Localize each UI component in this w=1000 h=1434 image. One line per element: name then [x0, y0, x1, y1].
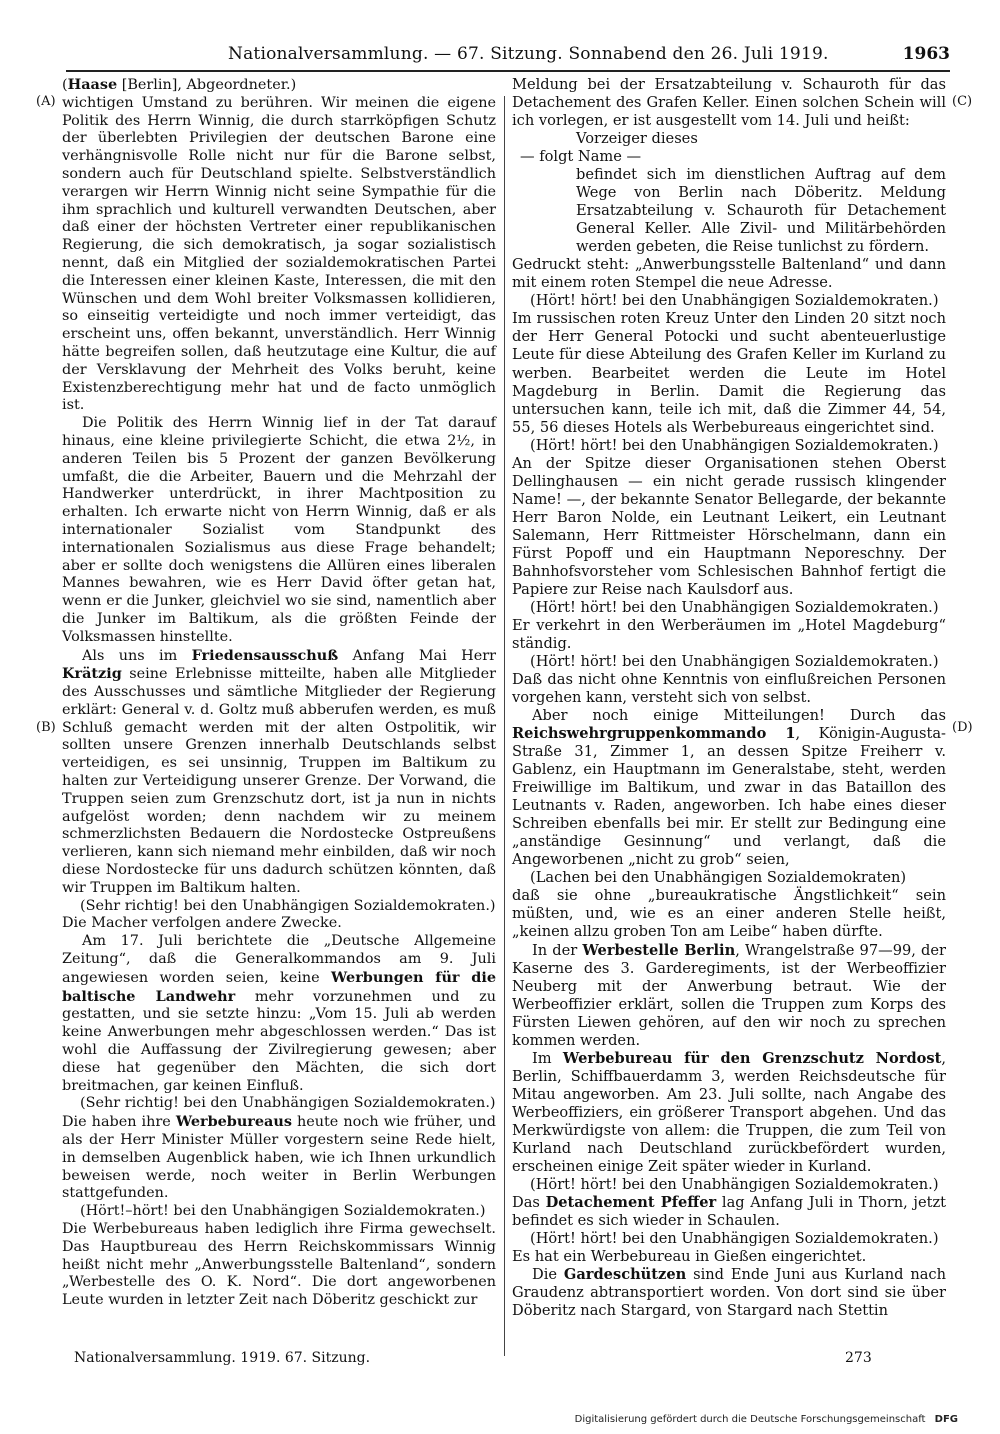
- credit-text: Digitalisierung gefördert durch die Deutsche Forschungsgemeinschaft: [574, 1414, 926, 1425]
- right-paragraph: (Hört! hört! bei den Unabhängigen Sozialdemokraten.): [530, 436, 939, 454]
- running-title: Nationalversammlung. — 67. Sitzung. Sonnabend den 26. Juli 1919.: [228, 44, 829, 64]
- footer-citation: Nationalversammlung. 1919. 67. Sitzung.: [74, 1350, 371, 1366]
- right-paragraph: Gedruckt steht: „Anwerbungsstelle Baltenland“ und dann mit einem roten Stempel die neue Adresse.: [512, 256, 946, 292]
- right-paragraph: Daß das nicht ohne Kenntnis von einflußreichen Personen vorgehen kann, versteht sich von selbst.: [512, 671, 946, 707]
- right-paragraph: (Hört! hört! bei den Unabhängigen Sozialdemokraten.): [530, 292, 939, 310]
- right-paragraph: Die Gardeschützen sind Ende Juni aus Kurland nach Graudenz abtransportiert worden. Von dort sind sie über Döberitz nach Stargard, von Stargard nach Stettin: [512, 1266, 946, 1320]
- left-column: [62, 76, 496, 1310]
- margin-marker-c: (C): [952, 94, 973, 109]
- right-paragraph: (Hört! hört! bei den Unabhängigen Sozialdemokraten.): [530, 598, 939, 616]
- right-paragraph: (Hört! hört! bei den Unabhängigen Sozialdemokraten.): [530, 653, 939, 670]
- right-paragraph: An der Spitze dieser Organisationen stehen Oberst Dellinghausen — ein nicht gerade russisch klingender Name! —, der bekannte Senator Bellegarde, der bekannte Herr Baron Nolde, ein Leutnant Leikert, ein Leutnant Salemann, Herr Rittmeister Hörschelmann, dann ein Fürst Popoff und ein Hauptmann Neporeschny. Der Bahnhofsvorsteher vom Schlesischen Bahnhof fertigt die Papiere zur Reise nach Kaulsdorf aus.: [512, 454, 946, 598]
- left-paragraph: Die Politik des Herrn Winnig lief in der Tat darauf hinaus, eine kleine privilegierte Schicht, die etwa 2½, in anderen Teilen bis 5 Prozent der ganzen Bevölkerung umfaßt, die die Arbeiter, Bauern und die Mehrzahl der Handwerker unterdrückt, in ihrer Machtposition zu erhalten. Ich erwarte nicht von Herrn Winnig, daß er als internationaler Sozialist vom Standpunkt des internationalen Sozialismus aus diese Frage behandelt; aber er sollte doch wenigstens die Allüren eines liberalen Mannes bewahren, wie es Herr David öfter getan hat, wenn er die Junker, gleichviel wo sie sind, namentlich aber die Junker im Baltikum, als die größten Feinde der Volksmassen hinstellte.: [62, 415, 496, 645]
- right-paragraph: Im Werbebureau für den Grenzschutz Nordost, Berlin, Schiffbauerdamm 3, werden Reichsdeutsche für Mitau angeworben. Am 23. Juli sollte, nach Angabe des Werbeoffiziers, ein größerer Transport abgehen. Und das Merkwürdigste von allem: die Truppen, die zum Teil von Kurland nach Deutschland zurückbefördert wurden, erscheinen einige Zeit später wieder in Kurland.: [512, 1049, 946, 1175]
- right-paragraph: Vorzeiger dieses: [576, 130, 698, 148]
- page-number: 1963: [902, 44, 950, 64]
- right-paragraph: Er verkehrt in den Werberäumen im „Hotel Magdeburg“ ständig.: [512, 616, 946, 652]
- footer-sheet-number: 273: [845, 1350, 872, 1366]
- right-paragraph: Im russischen roten Kreuz Unter den Linden 20 sitzt noch der Herr General Potocki und sucht abenteuerlustige Leute für diese Abteilung des Grafen Keller im Kurland zu werben. Bearbeitet werden die Leute im Hotel Magdeburg in Berlin. Damit die Regierung das untersuchen kann, teile ich mit, daß die Zimmer 44, 54, 55, 56 dieses Hotels als Werbebureaus eingerichtet sind.: [512, 310, 946, 436]
- page-header: [66, 44, 950, 70]
- left-paragraph: Am 17. Juli berichtete die „Deutsche Allgemeine Zeitung“, daß die Generalkommandos am 9. Juli angewiesen worden seien, keine Werbungen für die baltische Landwehr mehr vorzunehmen und zu gestatten, und sie setzte hinzu: „Vom 15. Juli ab werden keine Anwerbungen mehr abgeschlossen werden.“ Das ist wohl die Auffassung der Zivilregierung gewesen; aber diese hat gegenüber den Mächten, die sich dort breitmachen, gar keinen Einfluß.: [62, 933, 496, 1094]
- margin-marker-d: (D): [952, 720, 973, 735]
- left-paragraph: wichtigen Umstand zu berühren. Wir meinen die eigene Politik des Herrn Winnig, die durch starrköpfigen Schutz der überlebten Privilegien der deutschen Barone eine verhängnisvolle Rolle nicht nur für die Barone selbst, sondern auch für Deutschland spielte. Selbstverständlich verargen wir Herrn Winnig nicht seine Sympathie für die ihm sprachlich und kulturell verwandten Deutschen, aber daß einer der höchsten Vertreter einer republikanischen Regierung, die sich demokratisch, ja sogar sozialistisch nennt, daß ein Mitglied der sozialdemokratischen Partei die Interessen einer kleinen Kaste, Interessen, die mit den Wünschen und dem Wohl breiter Volksmassen kollidieren, so einseitig verteidigte und noch immer verteidigt, das erscheint uns, offen bekannt, unverständlich. Herr Winnig hätte begreifen sollen, daß heutzutage eine Kultur, die auf der Versklavung der Mehrheit des Volks beruht, keine Existenzberechtigung mehr hat und de facto unmöglich ist.: [62, 94, 496, 414]
- left-paragraph: (Sehr richtig! bei den Unabhängigen Sozialdemokraten.): [80, 897, 496, 914]
- left-paragraph: Die Werbebureaus haben lediglich ihre Firma gewechselt. Das Hauptbureau des Herrn Reichskommissars Winnig heißt nicht mehr „Anwerbungsstelle Baltenland“, sondern „Werbestelle des O. K. Nord“. Die dort angeworbenen Leute wurden in letzter Zeit nach Döberitz geschickt zur: [62, 1221, 496, 1309]
- right-paragraph: (Lachen bei den Unabhängigen Sozialdemokraten): [530, 869, 907, 887]
- right-paragraph: (Hört! hört! bei den Unabhängigen Sozialdemokraten.): [530, 1175, 939, 1193]
- right-paragraph: In der Werbestelle Berlin, Wrangelstraße 97—99, der Kaserne des 3. Garderegiments, ist der Werbeoffizier Neuberg mit der Anwerbung betraut. Wie der Werbeoffizier erklärt, sollen die Truppen zum Korps des Fürsten Liewen gehören, auf den wir noch zu sprechen kommen werden.: [512, 941, 946, 1049]
- margin-marker-a: (A): [36, 94, 56, 109]
- right-paragraph: daß sie ohne „bureaukratische Ängstlichkeit“ sein müßten, und, wie es an einer anderen Stelle heißt, „keinen allzu groben Ton am Leibe“ haben dürfte.: [512, 887, 946, 941]
- column-divider: [504, 96, 505, 1356]
- right-column: [512, 76, 946, 1320]
- right-paragraph: Es hat ein Werbebureau in Gießen eingerichtet.: [512, 1248, 867, 1266]
- right-paragraph: Aber noch einige Mitteilungen! Durch das Reichswehrgruppenkommando 1, Königin-Augusta-Straße 31, Zimmer 1, an dessen Spitze Freiherr v. Gablenz, ein Hauptmann im Generalstabe, steht, werden Freiwillige im Baltikum, und zwar in das Bataillon des Leutnants v. Raden, angeworben. Ich habe eines dieser Schreiben ebenfalls bei mir. Er stellt zur Bedingung eine „anständige Gesinnung“ und verlangt, daß die Angeworbenen „nicht zu grob“ seien,: [512, 707, 946, 869]
- right-paragraph: — folgt Name —: [520, 148, 642, 166]
- digitization-credit: [575, 1414, 958, 1425]
- left-paragraph: Die haben ihre Werbebureaus heute noch wie früher, und als der Herr Minister Müller vorgestern seine Rede hielt, in demselben Augenblick haben, wie ich Ihnen urkundlich beweisen werde, noch weiter in Berlin Werbungen stattgefunden.: [62, 1113, 496, 1202]
- right-paragraph: befindet sich im dienstlichen Auftrag auf dem Wege von Berlin nach Döberitz. Meldung Ersatzabteilung v. Schauroth für Detachement General Keller. Alle Zivil- und Militärbehörden werden gebeten, die Reise tunlichst zu fördern.: [576, 166, 946, 256]
- dfg-logo-icon: DFG: [934, 1414, 958, 1425]
- left-paragraph: Als uns im Friedensausschuß Anfang Mai Herr Krätzig seine Erlebnisse mitteilte, haben alle Mitglieder des Ausschusses und sämtliche Mitglieder der Regierung erklärt: General v. d. Goltz muß abberufen werden, es muß Schluß gemacht werden mit der alten Ostpolitik, wir sollten unsere Grenzen innerhalb Deutschlands selbst verteidigen, es sei unsinnig, Truppen im Baltikum zu halten zur Verteidigung unserer Grenze. Der Vorwand, die Truppen seien zum Grenzschutz dort, ist ja nun in nichts aufgelöst worden; denn nachdem wir zu meinem schmerzlichsten Bedauern die Nordostecke Ostpreußens verlieren, kann sich niemand mehr einbilden, daß wir noch diese Nordostecke für uns dadurch schützen könnten, daß wir Truppen im Baltikum halten.: [62, 646, 496, 896]
- right-paragraph: Meldung bei der Ersatzabteilung v. Schauroth für das Detachement des Grafen Keller. Einen solchen Schein will ich vorlegen, er ist ausgestellt vom 14. Juli und heißt:: [512, 76, 946, 130]
- left-paragraph: (Haase [Berlin], Abgeordneter.): [62, 76, 297, 93]
- right-paragraph: (Hört! hört! bei den Unabhängigen Sozialdemokraten.): [530, 1230, 939, 1247]
- right-paragraph: Das Detachement Pfeffer lag Anfang Juli in Thorn, jetzt befindet es sich wieder in Schaulen.: [512, 1193, 946, 1229]
- margin-marker-b: (B): [36, 720, 56, 735]
- left-paragraph: (Hört!–hört! bei den Unabhängigen Sozialdemokraten.): [80, 1203, 486, 1220]
- left-paragraph: Die Macher verfolgen andere Zwecke.: [62, 915, 342, 932]
- left-paragraph: (Sehr richtig! bei den Unabhängigen Sozialdemokraten.): [80, 1095, 496, 1112]
- header-rule: [66, 70, 950, 72]
